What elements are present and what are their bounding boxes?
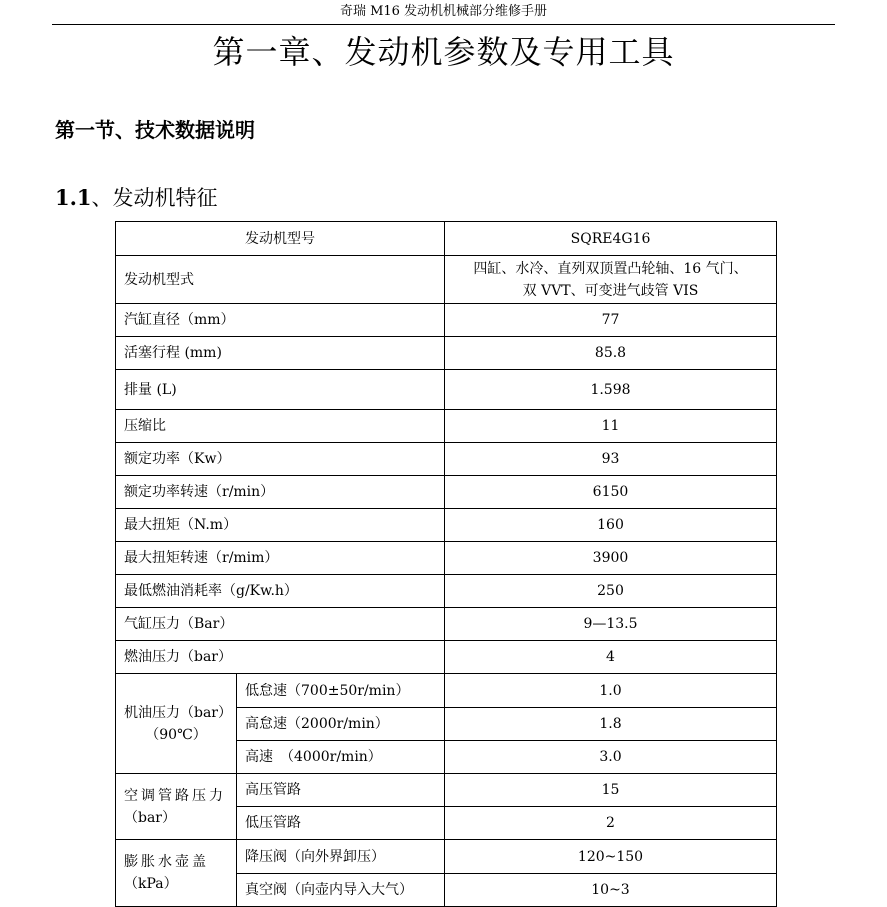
- param-label: 额定功率（Kw）: [116, 443, 445, 476]
- sub-param-label: 高压管路: [237, 774, 445, 807]
- sub-param-label: 高怠速（2000r/min）: [237, 708, 445, 741]
- group-label-line: （bar）: [124, 809, 177, 826]
- param-value: 1.8: [445, 708, 777, 741]
- table-row: [116, 608, 777, 641]
- param-value: 93: [445, 443, 777, 476]
- table-row: [116, 674, 777, 708]
- sub-param-label: 真空阀（向壶内导入大气）: [237, 874, 445, 907]
- param-label: 排量 (L): [116, 370, 445, 410]
- group-label-line: （kPa）: [124, 876, 178, 892]
- param-label: 最大扭矩转速（r/mim）: [116, 542, 445, 575]
- running-header: [52, 0, 835, 25]
- table-row: [116, 575, 777, 608]
- param-value: 160: [445, 509, 777, 542]
- param-value: 15: [445, 774, 777, 807]
- sub-param-label: 降压阀（向外界卸压）: [237, 840, 445, 874]
- param-value: 85.8: [445, 337, 777, 370]
- table-row: [116, 641, 777, 674]
- group-label-line: 空调管路压力: [124, 787, 226, 804]
- oil-pressure-group-label: [116, 674, 237, 774]
- param-value: 1.0: [445, 674, 777, 708]
- param-value: 3900: [445, 542, 777, 575]
- subsection-text: 、发动机特征: [91, 186, 218, 210]
- param-label: 气缸压力（Bar）: [116, 608, 445, 641]
- table-row: [116, 256, 777, 304]
- sub-param-label: 高速 （4000r/min）: [237, 741, 445, 774]
- param-value: 10~3: [445, 874, 777, 907]
- group-label-line: （90℃）: [145, 726, 207, 743]
- engine-spec-table: [115, 221, 777, 907]
- param-value: [445, 256, 777, 304]
- table-row: [116, 840, 777, 874]
- param-value: 77: [445, 304, 777, 337]
- param-value: 1.598: [445, 370, 777, 410]
- subsection-number: 1.1: [55, 185, 92, 210]
- param-value: 4: [445, 641, 777, 674]
- param-label: 燃油压力（bar）: [116, 641, 445, 674]
- chapter-title: 第一章、发动机参数及专用工具: [212, 33, 675, 71]
- subsection-title: [55, 182, 218, 214]
- table-header-row: [116, 222, 777, 256]
- param-value: 6150: [445, 476, 777, 509]
- running-header-title: 奇瑞 M16 发动机机械部分维修手册: [339, 4, 548, 19]
- param-label: 压缩比: [116, 410, 445, 443]
- group-label-line: 机油压力（bar）: [124, 704, 233, 721]
- param-label: 最大扭矩（N.m）: [116, 509, 445, 542]
- param-label: 活塞行程 (mm): [116, 337, 445, 370]
- param-value: 3.0: [445, 741, 777, 774]
- param-value: 9—13.5: [445, 608, 777, 641]
- header-value-cell: SQRE4G16: [445, 222, 777, 256]
- table-row: [116, 304, 777, 337]
- table-row: [116, 370, 777, 410]
- param-label: 最低燃油消耗率（g/Kw.h）: [116, 575, 445, 608]
- sub-param-label: 低压管路: [237, 807, 445, 840]
- section-title: 第一节、技术数据说明: [55, 118, 255, 142]
- table-row: [116, 443, 777, 476]
- param-value: 120~150: [445, 840, 777, 874]
- table-row: [116, 476, 777, 509]
- table-row: [116, 542, 777, 575]
- expansion-cap-group-label: [116, 840, 237, 907]
- header-param-cell: 发动机型号: [116, 222, 445, 256]
- param-label: 汽缸直径（mm）: [116, 304, 445, 337]
- table-row: [116, 337, 777, 370]
- param-value: 2: [445, 807, 777, 840]
- param-label: 发动机型式: [116, 256, 445, 304]
- table-row: [116, 509, 777, 542]
- table-row: [116, 410, 777, 443]
- param-value-line: 双 VVT、可变进气歧管 VIS: [522, 282, 699, 299]
- param-value-line: 四缸、水冷、直列双顶置凸轮轴、16 气门、: [473, 260, 748, 277]
- param-value: 250: [445, 575, 777, 608]
- ac-pressure-group-label: [116, 774, 237, 840]
- group-label-line: 膨胀水壶盖: [124, 854, 209, 870]
- sub-param-label: 低怠速（700±50r/min）: [237, 674, 445, 708]
- table-row: [116, 774, 777, 807]
- param-value: 11: [445, 410, 777, 443]
- param-label: 额定功率转速（r/min）: [116, 476, 445, 509]
